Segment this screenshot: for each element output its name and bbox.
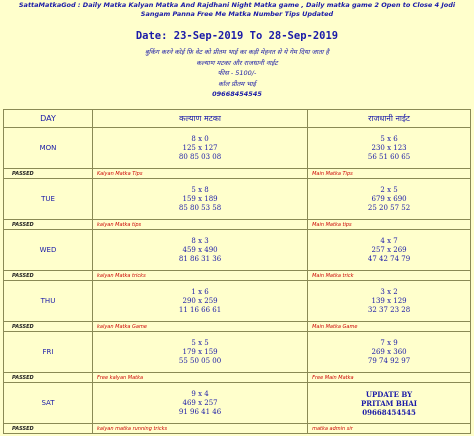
- header-rajdhani: राजधानी नाईट: [308, 110, 470, 127]
- info-block: [0, 47, 474, 100]
- kalyan-cell: [93, 230, 307, 270]
- passed-row: [4, 373, 470, 382]
- passed-label: PASSED: [4, 220, 92, 229]
- kalyan-cell: [93, 179, 307, 219]
- day-cell: WED: [4, 230, 92, 270]
- rajdhani-tip-link[interactable]: Main Matka tips: [308, 220, 470, 229]
- rajdhani-jodi: 32 37 23 28: [367, 305, 411, 314]
- passed-row: [4, 169, 470, 178]
- kalyan-tip-link[interactable]: Free kalyan Matka: [93, 373, 307, 382]
- rajdhani-open-close: UPDATE BY: [365, 389, 413, 399]
- kalyan-cell: [93, 281, 307, 321]
- kalyan-jodi: 91 96 41 46: [178, 407, 222, 416]
- table-row: [4, 179, 470, 219]
- passed-label: PASSED: [4, 169, 92, 178]
- rajdhani-jodi: 09668454545: [362, 407, 416, 417]
- rajdhani-open-close: 5 x 6: [380, 134, 398, 143]
- kalyan-panna: 159 x 189: [182, 194, 218, 203]
- info-line-1: बुकिंग करने कोई फ़ि वेट को प्रीतम भाई का कड़ी मेहनत से ये गेम दिया जाता है: [144, 48, 330, 56]
- kalyan-open-close: 5 x 5: [191, 338, 209, 347]
- passed-label: PASSED: [4, 322, 92, 331]
- info-line-4: कॉल प्रीतम भाई: [218, 79, 256, 88]
- rajdhani-tip-link[interactable]: Main Matka Game: [308, 322, 470, 331]
- passed-row: [4, 322, 470, 331]
- kalyan-open-close: 8 x 0: [191, 134, 209, 143]
- kalyan-panna: 469 x 257: [182, 398, 218, 407]
- rajdhani-panna: 139 x 129: [371, 296, 407, 305]
- kalyan-tip-link[interactable]: kalyan Matka Game: [93, 322, 307, 331]
- passed-row: [4, 424, 470, 433]
- matka-table: [3, 109, 471, 434]
- kalyan-tip-link[interactable]: kalyan Matka tips: [93, 220, 307, 229]
- rajdhani-panna: 230 x 123: [371, 143, 407, 152]
- table-header-row: [4, 110, 470, 127]
- kalyan-panna: 459 x 490: [182, 245, 218, 254]
- kalyan-jodi: 80 85 03 08: [178, 152, 222, 161]
- header-kalyan: कल्याण मटका: [93, 110, 307, 127]
- kalyan-jodi: 55 50 05 00: [178, 356, 222, 365]
- kalyan-open-close: 1 x 6: [191, 287, 209, 296]
- rajdhani-jodi: 25 20 57 52: [367, 203, 411, 212]
- rajdhani-tip-link[interactable]: Free Main Matka: [308, 373, 470, 382]
- rajdhani-open-close: 3 x 2: [380, 287, 398, 296]
- date-range: Date: 23-Sep-2019 To 28-Sep-2019: [135, 30, 339, 42]
- rajdhani-tip-link[interactable]: Main Matka Tips: [308, 169, 470, 178]
- table-row: [4, 281, 470, 321]
- passed-row: [4, 271, 470, 280]
- day-cell: THU: [4, 281, 92, 321]
- passed-label: PASSED: [4, 373, 92, 382]
- rajdhani-panna: PRITAM BHAI: [361, 398, 418, 408]
- kalyan-tip-link[interactable]: kalyan Matka tricks: [93, 271, 307, 280]
- rajdhani-open-close: 2 x 5: [380, 185, 398, 194]
- table-row: [4, 230, 470, 270]
- rajdhani-tip-link[interactable]: matka admin sir: [308, 424, 470, 433]
- kalyan-tip-link[interactable]: kalyan matka running tricks: [93, 424, 307, 433]
- kalyan-panna: 290 x 259: [182, 296, 218, 305]
- rajdhani-cell: [308, 128, 470, 168]
- table-row: [4, 128, 470, 168]
- table-row: [4, 332, 470, 372]
- rajdhani-panna: 679 x 690: [371, 194, 407, 203]
- page-title: SattaMatkaGod : Daily Matka Kalyan Matka And Rajdhani Night Matka game , Daily matka game 2 Open to Close 4 Jodi Sangam Panna Free Me Matka Number Tips Updated: [18, 1, 456, 18]
- rajdhani-jodi: 56 51 60 65: [367, 152, 411, 161]
- kalyan-cell: [93, 332, 307, 372]
- day-cell: TUE: [4, 179, 92, 219]
- kalyan-cell: [93, 128, 307, 168]
- kalyan-jodi: 85 80 53 58: [178, 203, 222, 212]
- rajdhani-cell: [308, 179, 470, 219]
- table-row: [4, 383, 470, 423]
- rajdhani-jodi: 47 42 74 79: [367, 254, 411, 263]
- rajdhani-cell: [308, 281, 470, 321]
- rajdhani-open-close: 4 x 7: [380, 236, 398, 245]
- day-cell: FRI: [4, 332, 92, 372]
- header-day: DAY: [4, 110, 92, 127]
- rajdhani-jodi: 79 74 92 97: [367, 356, 411, 365]
- kalyan-tip-link[interactable]: Kalyan Matka Tips: [93, 169, 307, 178]
- day-cell: SAT: [4, 383, 92, 423]
- kalyan-cell: [93, 383, 307, 423]
- passed-label: PASSED: [4, 271, 92, 280]
- day-cell: MON: [4, 128, 92, 168]
- rajdhani-cell: [308, 230, 470, 270]
- passed-row: [4, 220, 470, 229]
- info-phone: 09668454545: [212, 90, 262, 98]
- rajdhani-panna: 269 x 360: [371, 347, 407, 356]
- kalyan-jodi: 81 86 31 36: [178, 254, 222, 263]
- kalyan-open-close: 5 x 8: [191, 185, 209, 194]
- kalyan-panna: 125 x 127: [182, 143, 218, 152]
- kalyan-panna: 179 x 159: [182, 347, 218, 356]
- kalyan-open-close: 8 x 3: [191, 236, 209, 245]
- rajdhani-cell: [308, 383, 470, 423]
- kalyan-open-close: 9 x 4: [191, 389, 209, 398]
- passed-label: PASSED: [4, 424, 92, 433]
- kalyan-jodi: 11 16 66 61: [178, 305, 222, 314]
- info-line-2: कल्याण मटका और राजधानी नाईट: [196, 58, 278, 67]
- rajdhani-cell: [308, 332, 470, 372]
- rajdhani-panna: 257 x 269: [371, 245, 407, 254]
- info-line-3: फीस - 5100/-: [217, 69, 257, 77]
- rajdhani-open-close: 7 x 9: [380, 338, 398, 347]
- rajdhani-tip-link[interactable]: Main Matka trick: [308, 271, 470, 280]
